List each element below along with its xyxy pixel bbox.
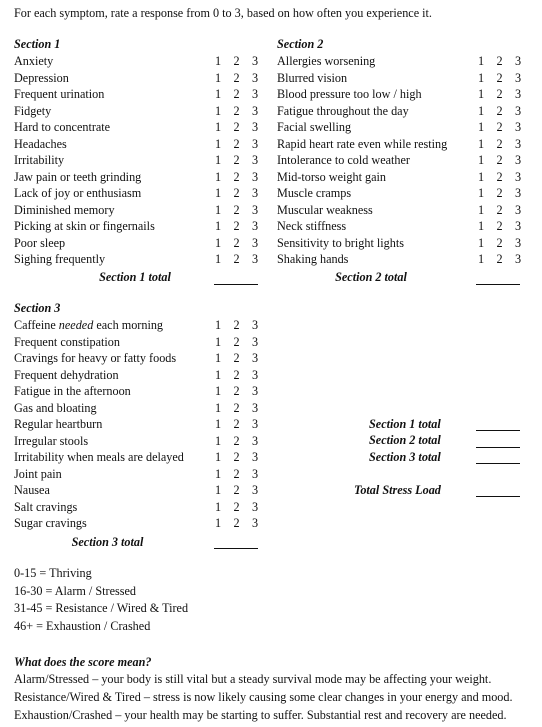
symptom-label: Fatigue throughout the day [277,103,409,118]
rating-option[interactable]: 3 [251,499,259,514]
rating-option[interactable]: 2 [496,169,503,184]
section3-title: Section 3 [14,301,61,315]
rating-option[interactable]: 3 [514,235,522,250]
instructions: For each symptom, rate a response from 0 to 3, based on how often you experience it. [14,6,432,20]
rating-option[interactable]: 3 [251,136,259,151]
rating-option[interactable]: 3 [514,219,522,233]
rating-option[interactable]: 2 [233,516,240,530]
symptom-label: Hard to concentrate [14,120,111,134]
rating-option[interactable]: 3 [514,169,522,184]
rating-option[interactable]: 3 [251,202,259,217]
rating-option[interactable]: 1 [477,169,485,184]
summary-section3-label: Section 3 total [369,450,441,464]
rating-option[interactable]: 3 [514,186,522,200]
rating-option[interactable]: 3 [251,483,259,497]
symptom-label-part: each morning [93,318,164,332]
symptom-label: Cravings for heavy or fatty foods [14,351,177,365]
rating-option[interactable]: 1 [214,169,222,184]
symptom-label: Nausea [14,483,50,497]
symptom-label: Muscular weakness [277,202,373,217]
rating-option[interactable]: 2 [496,87,503,101]
meaning-line-exhaustion: Exhaustion/Crashed – your health may be starting to suffer. Substantial rest and recovery are needed. [14,708,507,722]
section3-total-blank[interactable] [214,548,258,549]
rating-option[interactable]: 1 [214,351,222,365]
score-range-2: 31-45 = Resistance / Wired & Tired [14,601,189,615]
rating-option[interactable]: 1 [214,202,222,217]
symptom-label: Jaw pain or teeth grinding [14,169,142,184]
rating-option[interactable]: 3 [251,516,259,530]
section1-total-blank[interactable] [214,284,258,285]
rating-option[interactable]: 2 [233,351,240,365]
rating-option[interactable]: 1 [214,186,222,200]
rating-option[interactable]: 1 [477,202,485,217]
meaning-line-resistance: Resistance/Wired & Tired – stress is now likely causing some clear changes in your energy and mood. [14,690,513,704]
rating-option[interactable]: 1 [214,367,222,382]
rating-option[interactable]: 1 [477,219,485,233]
rating-option[interactable]: 2 [233,235,240,250]
rating-option[interactable]: 1 [214,153,222,167]
rating-option[interactable]: 3 [251,400,259,415]
rating-option[interactable]: 1 [214,417,222,431]
rating-option[interactable]: 2 [233,433,240,448]
symptom-label: Anxiety [14,54,54,68]
rating-option[interactable]: 2 [496,235,503,250]
rating-option[interactable]: 1 [214,252,222,266]
symptom-label: Shaking hands [277,252,349,266]
symptom-label: Joint pain [14,466,62,481]
rating-option[interactable]: 3 [251,153,259,167]
rating-option[interactable]: 3 [251,87,259,101]
symptom-label: Mid-torso weight gain [277,169,386,184]
rating-option[interactable]: 1 [477,54,485,68]
total-stress-load-label: Total Stress Load [354,483,441,497]
rating-option[interactable]: 1 [214,400,222,415]
rating-option[interactable]: 2 [233,87,240,101]
rating-option[interactable]: 2 [233,103,240,118]
rating-option[interactable]: 1 [477,70,485,85]
rating-option[interactable]: 2 [233,318,240,332]
rating-option[interactable]: 1 [214,103,222,118]
symptom-label: Sensitivity to bright lights [277,235,404,250]
symptom-label: Facial swelling [277,120,352,134]
symptom-label: Headaches [14,136,67,151]
summary-section2-label: Section 2 total [369,433,441,447]
rating-option[interactable]: 3 [251,351,259,365]
rating-option[interactable]: 1 [214,318,222,332]
rating-option[interactable]: 3 [251,235,259,250]
symptom-label: Irritability [14,153,65,167]
rating-option[interactable]: 2 [233,384,240,398]
section1-total-label: Section 1 total [99,270,171,284]
rating-option[interactable]: 1 [214,235,222,250]
rating-option[interactable]: 1 [477,252,485,266]
rating-option[interactable]: 2 [233,186,240,200]
symptom-label: Sighing frequently [14,252,106,266]
symptom-label: Regular heartburn [14,417,103,431]
rating-option[interactable]: 2 [496,219,503,233]
rating-option[interactable]: 1 [477,153,485,167]
rating-option[interactable]: 3 [514,120,522,134]
symptom-label: Fatigue in the afternoon [14,384,131,398]
symptom-label: Blurred vision [277,70,348,85]
rating-option[interactable]: 2 [233,70,240,85]
rating-option[interactable]: 1 [214,87,222,101]
rating-option[interactable]: 1 [214,483,222,497]
rating-option[interactable]: 2 [496,54,503,68]
symptom-label: Blood pressure too low / high [277,87,422,101]
rating-option[interactable]: 3 [251,219,259,233]
symptom-label: Irritability when meals are delayed [14,450,184,464]
rating-option[interactable]: 3 [251,186,259,200]
meaning-line-alarm: Alarm/Stressed – your body is still vital but a steady survival mode may be affecting your weight. [14,672,492,686]
symptom-label [14,317,163,334]
meaning-title: What does the score mean? [14,655,152,669]
rating-option[interactable]: 3 [251,367,259,382]
rating-option[interactable]: 2 [496,252,503,266]
rating-option[interactable]: 1 [214,120,222,134]
symptom-label: Frequent urination [14,87,105,101]
rating-option[interactable]: 2 [233,450,240,464]
symptom-label: Diminished memory [14,202,115,217]
section2-title: Section 2 [277,37,324,51]
summary-section3-blank[interactable] [476,463,520,464]
rating-option[interactable]: 3 [514,70,522,85]
symptom-label: Gas and bloating [14,400,97,415]
rating-option[interactable]: 1 [477,120,485,134]
rating-option[interactable]: 3 [251,384,259,398]
rating-option[interactable]: 2 [496,202,503,217]
rating-option[interactable]: 2 [496,103,503,118]
rating-option[interactable]: 2 [233,499,240,514]
symptom-label: Depression [14,70,69,85]
rating-option[interactable]: 2 [233,219,240,233]
rating-option[interactable]: 3 [251,417,259,431]
symptom-label-part: Caffeine [14,318,59,332]
rating-option[interactable]: 1 [214,334,222,349]
rating-option[interactable]: 2 [233,400,240,415]
rating-option[interactable]: 2 [496,153,503,167]
symptom-label: Lack of joy or enthusiasm [14,186,142,200]
symptom-label: Neck stiffness [277,219,347,233]
rating-option[interactable]: 3 [251,169,259,184]
rating-option[interactable]: 2 [233,367,240,382]
rating-option[interactable]: 2 [496,120,503,134]
rating-option[interactable]: 1 [214,219,222,233]
rating-option[interactable]: 3 [251,70,259,85]
rating-option[interactable]: 3 [514,153,522,167]
score-range-0: 0-15 = Thriving [14,566,92,580]
score-range-1: 16-30 = Alarm / Stressed [14,584,136,598]
rating-option[interactable]: 2 [496,136,503,151]
rating-option[interactable]: 3 [251,450,259,464]
rating-option[interactable]: 1 [477,186,485,200]
section2-total-label: Section 2 total [335,270,407,284]
rating-option[interactable]: 1 [214,54,222,68]
rating-option[interactable]: 3 [514,136,522,151]
summary-section1-label: Section 1 total [369,417,441,431]
rating-option[interactable]: 3 [514,252,522,266]
rating-option[interactable]: 3 [251,318,259,332]
rating-option[interactable]: 3 [251,103,259,118]
symptom-label: Allergies worsening [277,54,376,68]
section3-total-label: Section 3 total [71,535,144,549]
rating-option[interactable]: 2 [233,202,240,217]
symptom-label: Intolerance to cold weather [277,153,410,167]
rating-option[interactable]: 3 [514,54,522,68]
rating-option[interactable]: 1 [214,516,222,530]
rating-option[interactable]: 1 [214,450,222,464]
symptom-label: Irregular stools [14,433,89,448]
rating-option[interactable]: 3 [251,334,259,349]
symptom-label: Sugar cravings [14,516,87,530]
rating-option[interactable]: 2 [233,417,240,431]
rating-option[interactable]: 3 [251,252,259,266]
rating-option[interactable]: 1 [477,87,485,101]
rating-option[interactable]: 3 [251,466,259,481]
symptom-label: Poor sleep [14,235,66,250]
rating-option[interactable]: 3 [514,103,522,118]
symptom-label: Salt cravings [14,499,78,514]
summary-section2-blank[interactable] [476,447,520,448]
rating-option[interactable]: 3 [251,54,259,68]
rating-option[interactable]: 3 [251,433,259,448]
rating-option[interactable]: 2 [233,120,240,134]
rating-option[interactable]: 3 [251,120,259,134]
symptom-label: Frequent constipation [14,334,120,349]
symptom-label: Fidgety [14,103,52,118]
rating-option[interactable]: 2 [233,54,240,68]
rating-option[interactable]: 2 [496,186,503,200]
rating-option[interactable]: 1 [214,433,222,448]
rating-option[interactable]: 1 [214,136,222,151]
rating-option[interactable]: 1 [477,103,485,118]
symptom-label: Picking at skin or fingernails [14,219,155,233]
symptom-label: Frequent dehydration [14,367,119,382]
summary-section1-blank[interactable] [476,430,520,431]
rating-option[interactable]: 2 [496,70,503,85]
rating-option[interactable]: 1 [477,136,485,151]
section1-title: Section 1 [14,37,61,51]
rating-option[interactable]: 2 [233,252,240,266]
rating-option[interactable]: 2 [233,483,240,497]
rating-option[interactable]: 2 [233,334,240,349]
rating-option[interactable]: 1 [214,466,222,481]
rating-option[interactable]: 1 [214,70,222,85]
rating-option[interactable]: 2 [233,466,240,481]
rating-option[interactable]: 1 [214,499,222,514]
rating-option[interactable]: 2 [233,153,240,167]
section2-total-blank[interactable] [476,284,520,285]
symptom-label: Rapid heart rate even while resting [277,136,448,151]
rating-option[interactable]: 2 [233,169,240,184]
rating-option[interactable]: 1 [214,384,222,398]
rating-option[interactable]: 3 [514,87,522,101]
total-stress-load-blank[interactable] [476,496,520,497]
symptom-label-emphasis: needed [58,318,94,332]
rating-option[interactable]: 2 [233,136,240,151]
score-range-3: 46+ = Exhaustion / Crashed [14,619,151,633]
rating-option[interactable]: 1 [477,235,485,250]
rating-option[interactable]: 3 [514,202,522,217]
symptom-label: Muscle cramps [277,186,352,200]
